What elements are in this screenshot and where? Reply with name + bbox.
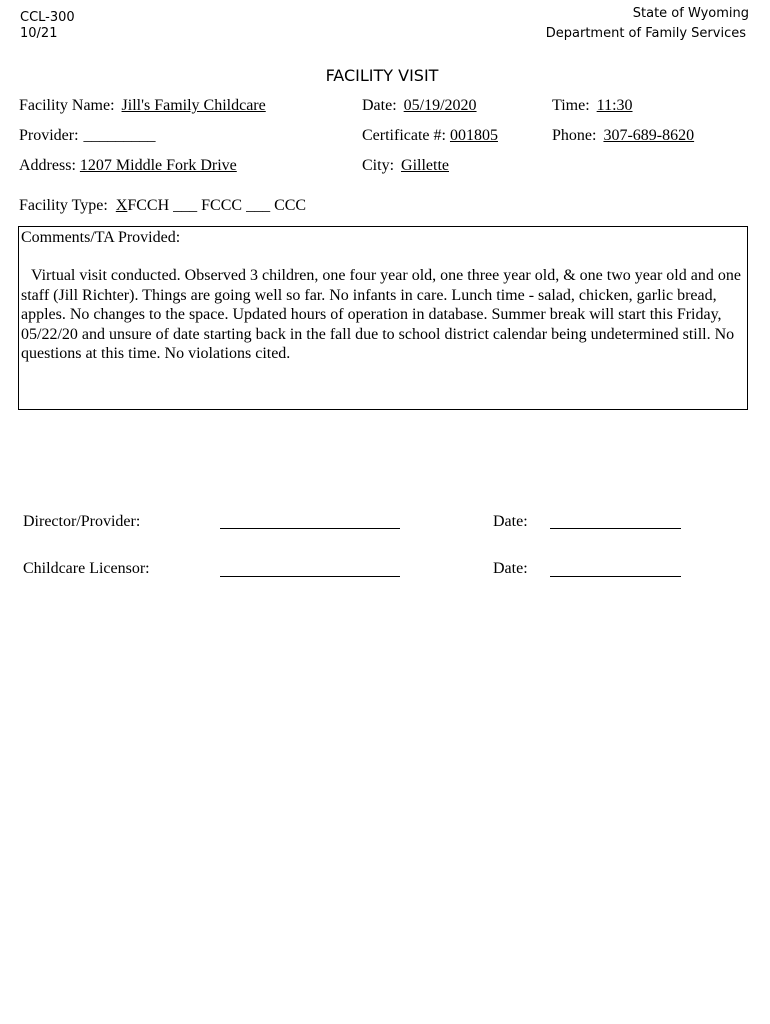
page-title: FACILITY VISIT	[325, 66, 439, 85]
director-date-label: Date:	[493, 513, 528, 530]
address-label: Address:	[19, 157, 76, 174]
provider-field	[19, 127, 156, 145]
address-field	[19, 157, 237, 175]
comments-text: Virtual visit conducted. Observed 3 children, one four year old, one three year old, & one two year old and one staff (Jill Richter). Things are going well so far. No infants in care. Lunch time - salad, chicken, garlic bread, apples. No changes to the space. Updated hours of operation in database. Summer break will start this Friday, 05/22/20 and unsure of date starting back in the fall due to school district calendar being undetermined still. No questions at this time. No violations cited.	[21, 267, 741, 362]
childcare-licensor-label: Childcare Licensor:	[23, 560, 150, 577]
facility-type-fccc: FCCC	[201, 197, 243, 214]
address-value: 1207 Middle Fork Drive	[79, 157, 237, 174]
comments-label: Comments/TA Provided:	[21, 229, 181, 246]
city-value: Gillette	[401, 157, 449, 174]
city-label: City:	[362, 157, 395, 174]
time-value: 11:30	[596, 97, 633, 114]
state-name: State of Wyoming	[632, 6, 749, 21]
facility-type-ccc-blank: ___	[246, 197, 271, 214]
certificate-label: Certificate #:	[362, 127, 446, 144]
licensor-date-label: Date:	[493, 560, 528, 577]
date-field	[362, 97, 477, 115]
date-label: Date:	[362, 97, 397, 114]
facility-name-field	[19, 97, 266, 115]
director-signature-line	[220, 528, 400, 529]
licensor-signature-line	[220, 576, 400, 577]
director-provider-label: Director/Provider:	[23, 513, 141, 530]
facility-type-row	[19, 197, 306, 215]
phone-label: Phone:	[552, 127, 597, 144]
department-name: Department of Family Services	[545, 26, 746, 41]
provider-label: Provider:	[19, 127, 79, 144]
phone-value: 307-689-8620	[603, 127, 695, 144]
certificate-field	[362, 127, 498, 145]
facility-type-fccc-blank: ___	[173, 197, 198, 214]
time-label: Time:	[552, 97, 590, 114]
form-code: CCL-300	[20, 10, 75, 25]
form-revision-date: 10/21	[20, 26, 58, 41]
licensor-date-line	[550, 576, 681, 577]
date-value: 05/19/2020	[403, 97, 477, 114]
certificate-value: 001805	[449, 127, 498, 144]
facility-type-label: Facility Type:	[19, 197, 108, 214]
phone-field	[552, 127, 694, 145]
facility-type-fcch: FCCH	[127, 197, 170, 214]
comments-box	[18, 226, 748, 410]
provider-value: _________	[83, 127, 156, 144]
facility-name-value: Jill's Family Childcare	[121, 97, 266, 114]
facility-type-fcch-mark: X	[115, 197, 128, 214]
facility-type-ccc: CCC	[274, 197, 307, 214]
time-field	[552, 97, 633, 115]
facility-name-label: Facility Name:	[19, 97, 115, 114]
city-field	[362, 157, 449, 175]
director-date-line	[550, 528, 681, 529]
